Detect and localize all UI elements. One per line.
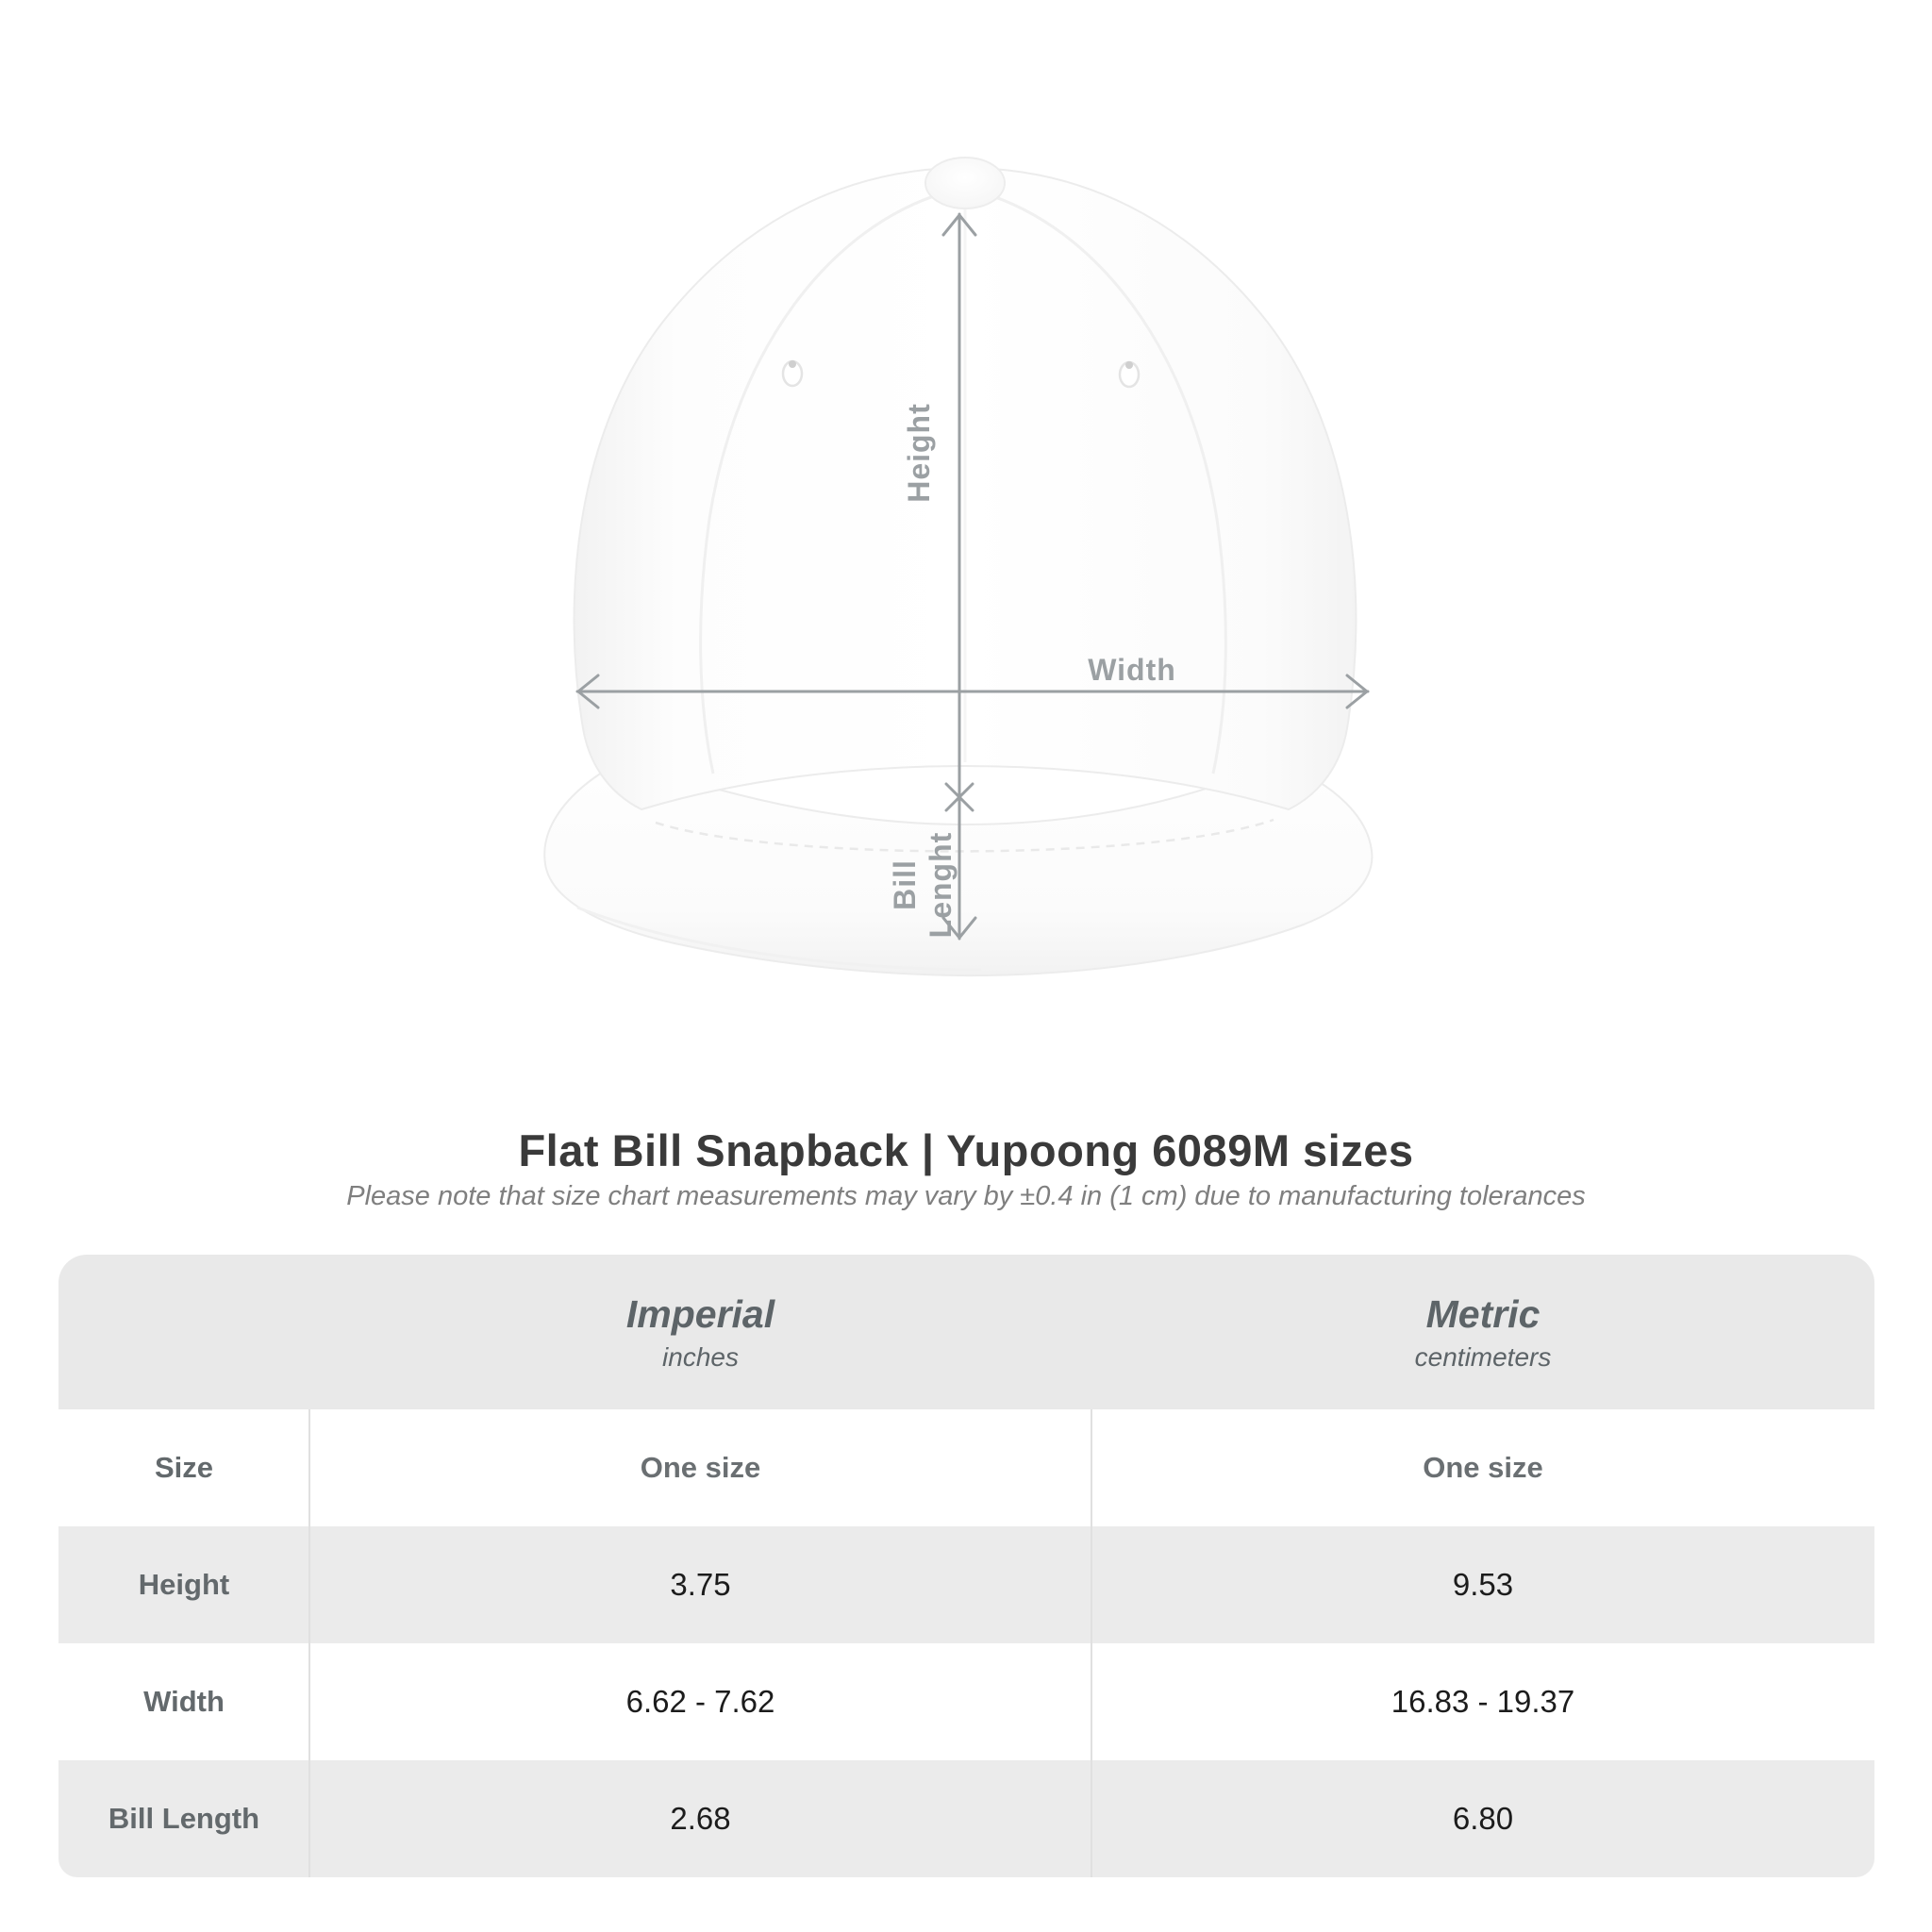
page-title: Flat Bill Snapback | Yupoong 6089M sizes [518, 1125, 1414, 1175]
header-metric-group [1091, 1292, 1874, 1373]
imperial-label: Imperial [625, 1291, 775, 1336]
height-label: Height [902, 403, 936, 503]
column-divider-2 [1091, 1409, 1092, 1877]
metric-value: 9.53 [1452, 1567, 1514, 1602]
bill-length-label-line2: Lenght [924, 831, 958, 939]
width-label: Width [1088, 653, 1176, 687]
metric-value: 6.80 [1452, 1801, 1514, 1836]
table-row-bill-length [58, 1760, 1874, 1877]
imperial-value: One size [640, 1451, 761, 1484]
metric-value: 16.83 - 19.37 [1391, 1684, 1575, 1719]
page-subtitle: Please note that size chart measurements may vary by ±0.4 in (1 cm) due to manufacturing tolerances [346, 1181, 1586, 1211]
header-spacer [58, 1255, 309, 1409]
row-label: Height [138, 1568, 230, 1601]
row-label: Bill Length [108, 1802, 260, 1835]
imperial-value: 2.68 [670, 1801, 731, 1836]
table-body [58, 1409, 1874, 1877]
table-row-size [58, 1409, 1874, 1526]
hat-eyelet-left [783, 360, 802, 386]
table-row-width [58, 1643, 1874, 1760]
table-row-height [58, 1526, 1874, 1643]
imperial-unit: inches [662, 1341, 739, 1372]
hat-button [925, 158, 1005, 208]
metric-label: Metric [1425, 1291, 1541, 1336]
imperial-value: 6.62 - 7.62 [625, 1684, 775, 1719]
hat-figure [453, 113, 1491, 1038]
metric-value: One size [1423, 1451, 1543, 1484]
column-divider-1 [308, 1409, 310, 1877]
imperial-value: 3.75 [670, 1567, 731, 1602]
size-table [58, 1255, 1874, 1877]
hat-svg [453, 113, 1491, 1038]
header-imperial-group [309, 1292, 1091, 1373]
hat-eyelet-right [1120, 361, 1139, 387]
table-header [58, 1255, 1874, 1409]
metric-unit: centimeters [1414, 1341, 1552, 1372]
row-label: Size [154, 1451, 214, 1484]
bill-length-label-line1: Bill [888, 859, 922, 910]
row-label: Width [143, 1685, 225, 1718]
